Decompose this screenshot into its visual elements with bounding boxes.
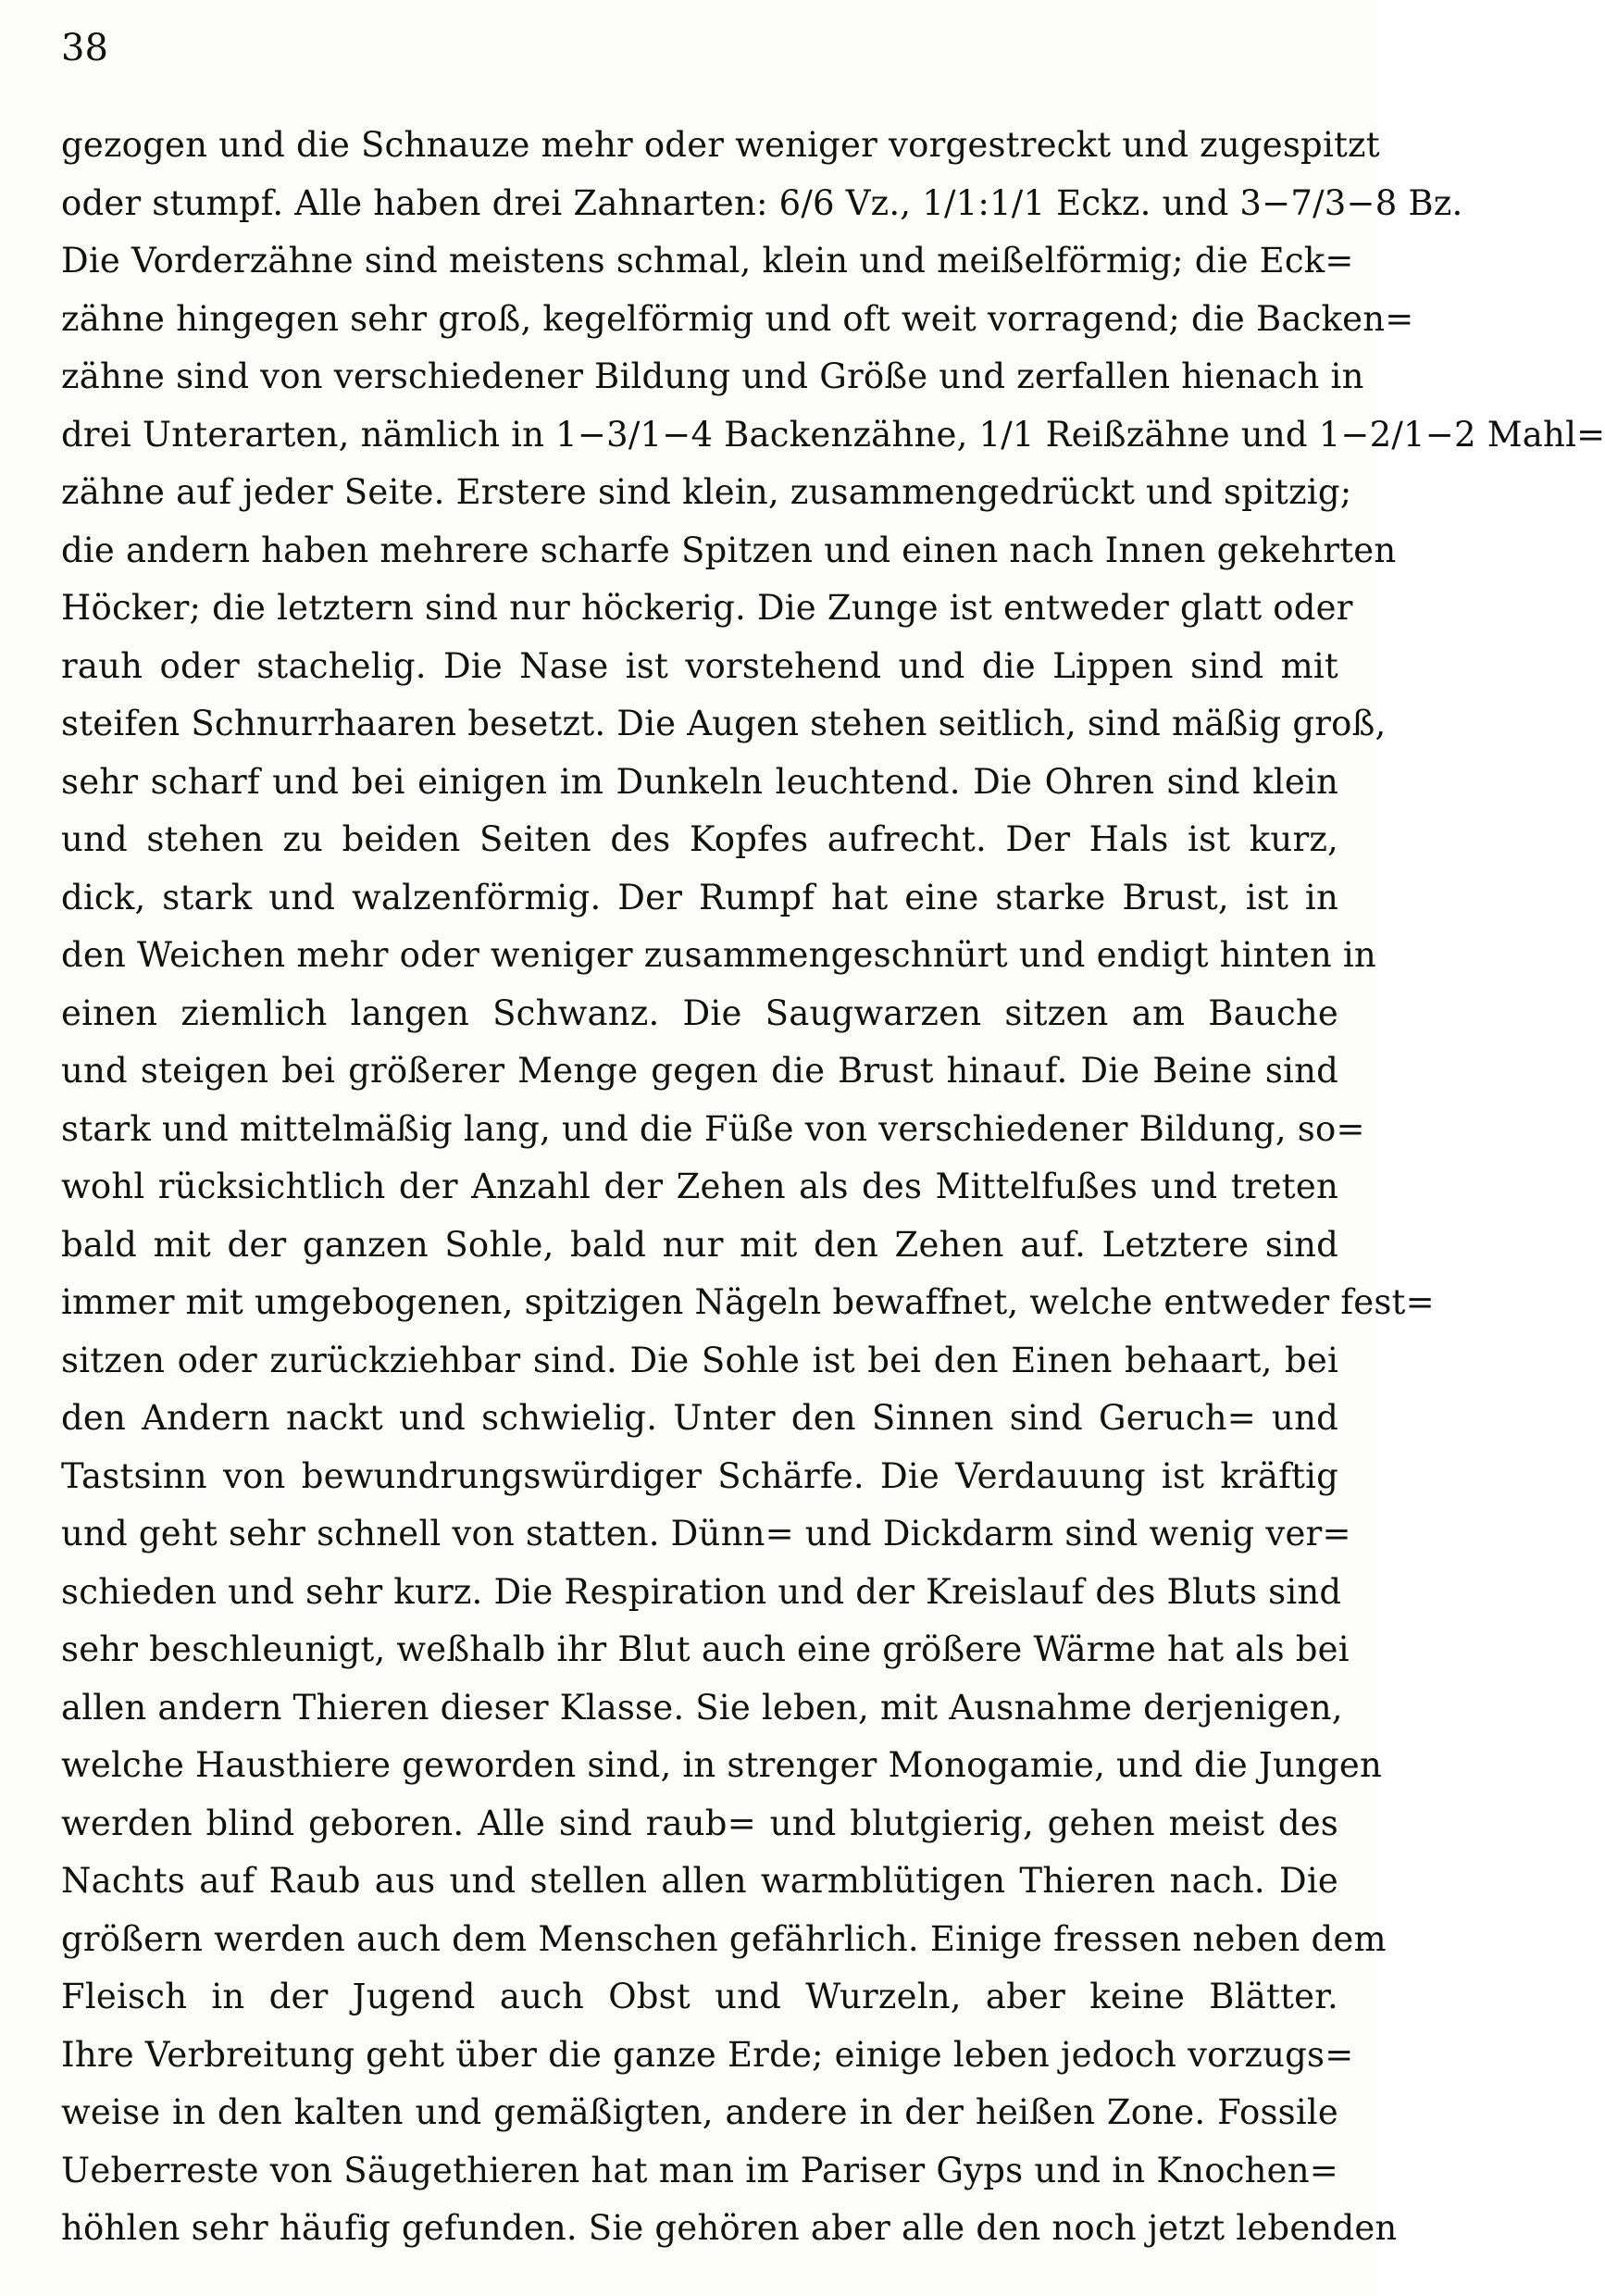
text-line: immer mit umgebogenen, spitzigen Nägeln bewaffnet, welche entweder fest= [61, 1282, 1435, 1322]
text-line: den Andern nackt und schwielig. Unter den Sinnen sind Geruch= und [61, 1398, 1338, 1438]
text-line: zähne auf jeder Seite. Erstere sind klein, zusammengedrückt und spitzig; [61, 472, 1352, 512]
text-line: bald mit der ganzen Sohle, bald nur mit den Zehen auf. Letztere sind [61, 1224, 1338, 1265]
text-line: stark und mittelmäßig lang, und die Füße von verschiedener Bildung, so= [61, 1108, 1365, 1149]
text-line: zähne hingegen sehr groß, kegelförmig und oft weit vorragend; die Backen= [61, 298, 1414, 339]
text-line: größern werden auch dem Menschen gefährlich. Einige fressen neben dem [61, 1918, 1387, 1959]
text-line: sitzen oder zurückziehbar sind. Die Sohle ist bei den Einen behaart, bei [61, 1340, 1338, 1380]
text-line: dick, stark und walzenförmig. Der Rumpf hat eine starke Brust, ist in [61, 877, 1338, 917]
text-line: rauh oder stachelig. Die Nase ist vorstehend und die Lippen sind mit [61, 645, 1338, 686]
text-line: oder stumpf. Alle haben drei Zahnarten: 6/6 Vz., 1/1:1/1 Eckz. und 3−7/3−8 Bz. [61, 182, 1463, 223]
text-line: zähne sind von verschiedener Bildung und Größe und zerfallen hienach in [61, 356, 1364, 396]
text-line: gezogen und die Schnauze mehr oder weniger vorgestreckt und zugespitzt [61, 125, 1380, 165]
text-line: Die Vorderzähne sind meistens schmal, klein und meißelförmig; die Eck= [61, 241, 1354, 281]
text-line: Höcker; die letztern sind nur höckerig. Die Zunge ist entweder glatt oder [61, 588, 1353, 628]
text-line: und stehen zu beiden Seiten des Kopfes aufrecht. Der Hals ist kurz, [61, 819, 1338, 859]
text-line: wohl rücksichtlich der Anzahl der Zehen als des Mittelfußes und treten [61, 1167, 1338, 1206]
text-line: Nachts auf Raub aus und stellen allen warmblütigen Thieren nach. Die [61, 1861, 1338, 1901]
text-line: steifen Schnurrhaaren besetzt. Die Augen stehen seitlich, sind mäßig groß, [61, 704, 1387, 743]
text-line: Tastsinn von bewundrungswürdiger Schärfe. Die Verdauung ist kräftig [61, 1455, 1338, 1496]
text-line: den Weichen mehr oder weniger zusammengeschnürt und endigt hinten in [61, 935, 1376, 975]
text-line: und geht sehr schnell von statten. Dünn= und Dickdarm sind wenig ver= [61, 1514, 1351, 1554]
text-line: höhlen sehr häufig gefunden. Sie gehören aber alle den noch jetzt lebenden [61, 2208, 1398, 2248]
text-line: welche Hausthiere geworden sind, in strenger Monogamie, und die Jungen [61, 1745, 1383, 1785]
text-line: die andern haben mehrere scharfe Spitzen und einen nach Innen gekehrten [61, 530, 1397, 570]
body-text [61, 117, 1605, 2258]
text-line: schieden und sehr kurz. Die Respiration und der Kreislauf des Bluts sind [61, 1571, 1342, 1612]
text-line: Ueberreste von Säugethieren hat man im Pariser Gyps und in Knochen= [61, 2150, 1338, 2190]
text-line: allen andern Thieren dieser Klasse. Sie leben, mit Ausnahme derjenigen, [61, 1687, 1343, 1728]
text-line: und steigen bei größerer Menge gegen die Brust hinauf. Die Beine sind [61, 1051, 1338, 1091]
text-line: werden blind geboren. Alle sind raub= und blutgierig, gehen meist des [61, 1803, 1338, 1843]
text-line: Ihre Verbreitung geht über die ganze Erde; einige leben jedoch vorzugs= [61, 2034, 1354, 2075]
text-line: einen ziemlich langen Schwanz. Die Saugwarzen sitzen am Bauche [61, 992, 1338, 1033]
text-line: weise in den kalten und gemäßigten, andere in der heißen Zone. Fossile [61, 2092, 1338, 2132]
page-number: 38 [61, 27, 108, 69]
text-line: sehr beschleunigt, weßhalb ihr Blut auch eine größere Wärme hat als bei [61, 1629, 1350, 1669]
text-line: Fleisch in der Jugend auch Obst und Wurzeln, aber keine Blätter. [61, 1977, 1338, 2016]
text-line: drei Unterarten, nämlich in 1−3/1−4 Backenzähne, 1/1 Reißzähne und 1−2/1−2 Mahl= [61, 414, 1605, 455]
text-line: sehr scharf und bei einigen im Dunkeln leuchtend. Die Ohren sind klein [61, 761, 1338, 802]
